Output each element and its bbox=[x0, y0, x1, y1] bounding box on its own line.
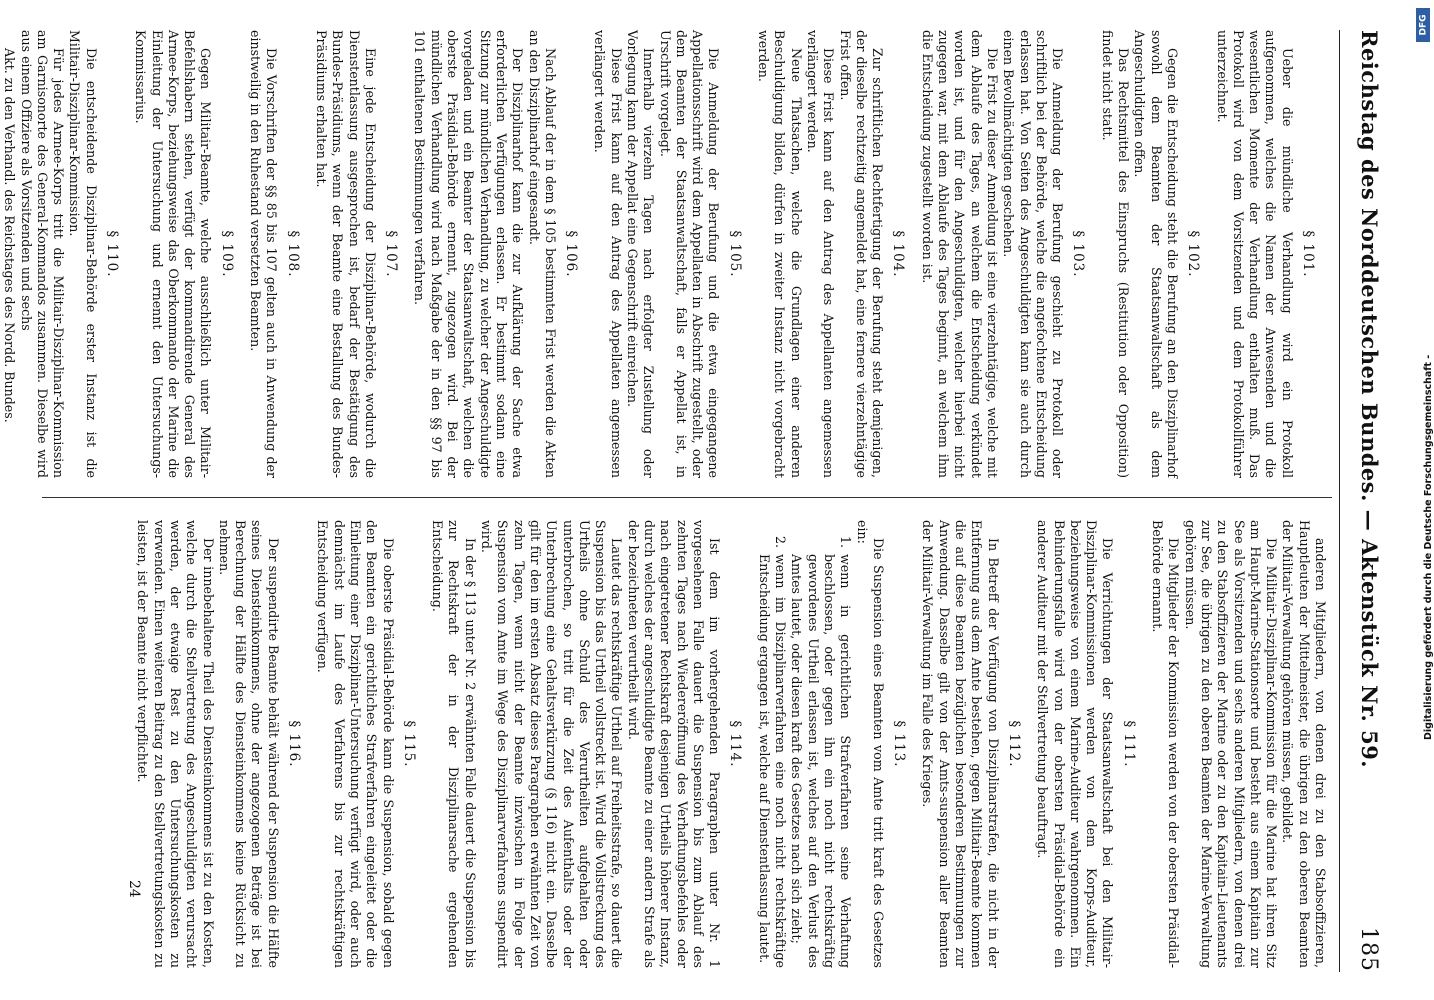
paragraph: Die Anmeldung der Berufung und die etwa eingegangene Appellationsschrift wird dem Appellaten in Abschrift zugestellt, oder dem Beamten der Staatsanwaltschaft, falls er Appellat ist, in Urschrift vorgelegt. bbox=[657, 30, 722, 478]
section bbox=[1149, 520, 1328, 968]
section bbox=[755, 30, 907, 478]
section-heading: § 103. bbox=[1070, 230, 1087, 278]
section-heading: § 115. bbox=[400, 720, 417, 768]
paragraph: Lautet das rechtskräftige Urtheil auf Freiheitsstrafe, so dauert die Suspension bis das Urtheil vollstreckt ist. Wird die Vollstreckung des Urtheils ohne Schuld des Verurtheilten aufgehalten oder unterbrochen, so tritt für die Zeit des Aufenthalts oder der Unterbrechung eine Gehaltsverkürzung (§ 116) nicht ein. Dasselbe gilt für den im ersten Absatz dieses Paragraphen erwähnten Zeit von zehn Tagen, wenn nicht der Beamte inzwischen in Folge der Suspension vom Amte im Wege des Disziplinarverfahrens suspendirt wird. bbox=[479, 520, 625, 968]
section-heading: § 116. bbox=[286, 720, 303, 768]
list-item-text: wenn in gerichtlichen Strafverfahren seine Verhaftung beschlossen, oder gegen ihn ein noch nicht rechtskräftig gewordenes Urtheil erlassen ist, welches auf den Verlust des Amtes lautet, oder diesen kraft des Gesetzes nach sich zieht; bbox=[789, 554, 854, 968]
column-divider bbox=[42, 497, 1332, 498]
list-item-number: 1. bbox=[838, 535, 854, 548]
section-heading: § 113. bbox=[891, 720, 908, 768]
dfg-logo-text: DFG bbox=[1418, 14, 1429, 36]
paragraph: Diese Frist kann auf den Antrag des Appellaten angemessen verlängert werden. bbox=[592, 30, 624, 478]
paragraph: Ueber die mündliche Verhandlung wird ein Protokoll aufgenommen, welches die Namen der Anwesenden und die wesentlichen Momente der Verhandlung enthalten muß. Das Protokoll wird von dem Vorsitzenden und dem Protokollführer unterzeichnet. bbox=[1214, 30, 1295, 478]
section bbox=[1213, 30, 1316, 478]
paragraph: Ist dem im vorhergehenden Paragraphen unter Nr. 1 vorgesehenen Falle dauert die Suspension bis zum Ablauf des zehnten Tages nach Wiedereröffnung des Verhaftungsbefehles oder nach eingetretener Rechtskraft desjenigen Urtheils höherer Instanz, durch welches der angeschuldigte Beamte zu einer andern Strafe als der bezeichneten verurtheilt wird. bbox=[625, 520, 723, 968]
section-heading: § 107. bbox=[383, 230, 400, 278]
section-heading: § 110. bbox=[104, 230, 120, 278]
paragraph: Die oberste Präsidial-Behörde kann die Suspension, sobald gegen den Beamten ein gerichtliches Strafverfahren eingeleitet oder die Einleitung einer Disziplinar-Untersuchung verfügt wird, oder auch demnächst im Laufe des Verfahrens bis zur rechtskräftigen Entscheidung verfügen. bbox=[315, 520, 396, 968]
paragraph: anderen Mitgliedern, von denen drei zu den Stabsoffizieren, Hauptleuten der Mittelmeister, die übrigen zu den oberen Beamten der Militair-Verwaltung gehören müssen, gebildet. bbox=[1280, 520, 1328, 968]
list-item bbox=[788, 520, 853, 968]
section-heading: § 108. bbox=[284, 230, 301, 278]
page-header bbox=[1342, 30, 1382, 972]
section bbox=[313, 30, 399, 478]
paragraph: Die Suspension eines Beamten vom Amte tritt kraft des Gesetzes ein: bbox=[854, 520, 886, 968]
paragraph: Innerhalb vierzehn Tagen nach erfolgter Zustellung oder Vorlegung kann der Appellat eine Gegenschrift einreichen. bbox=[625, 30, 657, 478]
dfg-logo bbox=[1416, 8, 1430, 42]
paragraph: Eine jede Entscheidung der Disziplinar-Behörde, wodurch die Dienstentlassung ausgesprochen ist, bedarf der Bestätigung des Bundes-Präsidiums, wenn der Beamte eine Bestallung des Bundes-Präsidiums erhalten hat. bbox=[313, 30, 378, 478]
digitization-notice: Digitalisierung gefördert durch die Deutsche Forschungsgemeinschaft - bbox=[1423, 354, 1434, 740]
paragraph: In Betreff der Verfügung von Disziplinarstrafen, die nicht in der Entfernung aus dem Amte bestehen, gegen Militair-Beamte kommen die auf diese Beamten bezüglichen besonderen Bestimmungen zur Anwendung. Dasselbe gilt von der Amts-suspension aller Beamten der Militair-Verwaltung im Falle des Krieges. bbox=[920, 520, 1001, 968]
section bbox=[918, 30, 1086, 478]
section bbox=[247, 30, 301, 478]
section bbox=[411, 30, 579, 478]
section-heading: § 109. bbox=[218, 230, 235, 278]
section bbox=[1098, 30, 1201, 478]
paragraph: Diese Frist kann auf den Antrag des Appellanten angemessen verlängert werden. bbox=[804, 30, 837, 478]
paragraph: Für jedes Armee-Korps tritt die Militair-Disziplinar-Kommission am Garnisonorte des General-Kommandos zusammen. Dieselbe wird aus einem Offiziere als Vorsitzenden und sechs bbox=[18, 30, 67, 478]
paragraph: Gegen Militair-Beamte, welche ausschließlich unter Militair-Befehlshabern stehen, verfügt der kommandirende General des Armee-Korps, beziehungsweise das Oberkommando der Marine die Einleitung der Untersuchung und ernennt den Untersuchungs-Kommissarius. bbox=[133, 30, 214, 478]
section bbox=[1, 30, 120, 478]
paragraph: Der Disziplinarhof kann die zur Aufklärung der Sache etwa erforderlichen Verfügungen erlassen. Er bestimmt sodann eine Sitzung zur mündlichen Verhandlung, zu welcher der Angeschuldigte vorgeladen und ein Beamter der Staatsanwaltschaft, welchen die oberste Präsidial-Behörde ernennt, zugezogen wird. Bei der mündlichen Verhandlung wird nach Maßgabe der in den §§ 97 bis 101 enthaltenen Bestimmungen verfahren. bbox=[412, 30, 526, 478]
header-rule bbox=[1339, 30, 1340, 972]
paragraph: Die Vorschriften der §§ 85 bis 107 gelten auch in Anwendung der einstweilig in den Ruhestand versetzten Beamten. bbox=[248, 30, 280, 478]
paragraph: Gegen die Entscheidung steht die Berufung an den Disziplinarhof sowohl dem Beamten der Staatsanwaltschaft als dem Angeschuldigten offen. bbox=[1132, 30, 1180, 478]
section bbox=[591, 30, 743, 478]
section bbox=[1034, 520, 1137, 968]
section-heading: § 114. bbox=[727, 720, 744, 768]
paragraph: In der § 113 unter Nr. 2 erwähnten Falle dauert die Suspension bis zur Rechtskraft der in der Disziplinarsache ergehenden Entscheidung. bbox=[430, 520, 478, 968]
paragraph: Der suspendirte Beamte behält während der Suspension die Hälfte seines Diensteinkommens, ohne der angezogenen Beträge ist bei Berechnung der Hälfte des Diensteinkommens keine Rücksicht zu nehmen. bbox=[216, 520, 281, 968]
list-item bbox=[756, 520, 789, 968]
left-column bbox=[0, 30, 1328, 478]
signature-mark: 24 bbox=[126, 880, 142, 898]
section-heading: § 112. bbox=[1005, 720, 1022, 768]
paragraph: Akt. zu den Verhandl. des Reichstages des Nordd. Bundes. bbox=[2, 48, 18, 423]
list-item-text: wenn im Disziplinarverfahren eine noch nicht rechtskräftige Entscheidung ergangen ist, welche auf Dienstentlassung lautet. bbox=[756, 554, 789, 968]
section bbox=[756, 520, 908, 968]
paragraph: Das Rechtsmittel des Einspruchs (Restitution oder Opposition) findet nicht statt. bbox=[1099, 30, 1132, 478]
section bbox=[314, 520, 417, 968]
right-column bbox=[128, 520, 1328, 968]
paragraph: Die Frist zu dieser Anmeldung ist eine vierzehntägige, welche mit dem Ablaufe des Tages, an welchem die Entscheidung verkündet worden ist, und für den Angeschuldigten, welcher hierbei nicht zugegen war, mit dem Ablaufe des Tages beginnt, an welchem ihm die Entscheidung zugestellt worden ist. bbox=[919, 30, 1000, 478]
section bbox=[134, 520, 302, 968]
running-title: Reichstag des Norddeutschen Bundes. — Aktenstück Nr. 59. bbox=[1357, 30, 1382, 769]
paragraph: Nach Ablauf der in dem § 105 bestimmten Frist werden die Akten an den Disziplinarhof eingesandt. bbox=[526, 30, 558, 478]
section-heading: § 102. bbox=[1185, 230, 1202, 278]
section-heading: § 101. bbox=[1300, 230, 1316, 278]
section-heading: § 106. bbox=[563, 230, 580, 278]
section bbox=[132, 30, 235, 478]
paragraph: Die entscheidende Disziplinar-Behörde erster Instanz ist die Militair-Disziplinar-Kommission. bbox=[67, 30, 99, 478]
paragraph: Zur schriftlichen Rechtfertigung der Berufung steht demjenigen, der dieselbe rechtzeitig angemeldet hat, eine fernere vierzehntägige Frist offen. bbox=[837, 30, 886, 478]
numbered-list bbox=[756, 520, 854, 968]
paragraph: Neue Thatsachen, welche die Grundlagen einer anderen Beschuldigung bilden, dürfen in zweiter Instanz nicht vorgebracht werden. bbox=[756, 30, 804, 478]
section-heading: § 111. bbox=[1120, 720, 1137, 768]
section-heading: § 104. bbox=[890, 230, 907, 278]
section bbox=[919, 520, 1022, 968]
paragraph: Die Verrichtungen der Staatsanwaltschaft bei den Militair-Disziplinar-Kommissionen werden von dem Korps-Auditeur, beziehungsweise von einem Marine-Auditeur wahrgenommen. Ein Behinderungsfalle wird von der obersten Präsidial-Behörde ein anderer Auditeur mit der Stellvertretung beauftragt. bbox=[1035, 520, 1116, 968]
page-number: 185 bbox=[1356, 927, 1381, 972]
section-heading: § 105. bbox=[726, 230, 743, 278]
list-item-number: 2. bbox=[773, 535, 789, 548]
paragraph: Die Anmeldung der Berufung geschieht zu Protokoll oder schriftlich bei der Behörde, welche die angefochtene Entscheidung erlassen hat. Von Seiten des Angeschuldigten kann sie auch durch einen Bevollmächtigten geschehen. bbox=[1001, 30, 1066, 478]
paragraph: Die Mitglieder der Kommission werden von der obersten Präsidial-Behörde ernannt. bbox=[1150, 520, 1182, 968]
paragraph: Der innebehaltene Theil des Diensteinkommens ist zu den Kosten, welche durch die Stellvertretung des Angeschuldigten verursacht werden, der etwaige Rest zu den Untersuchungskosten zu verwenden. Einen weiteren Beitrag zu den Stellvertretungskosten zu leisten, ist der Beamte nicht verpflichtet. bbox=[135, 520, 216, 968]
section bbox=[429, 520, 744, 968]
paragraph: Die Militair-Disziplinar-Kommission für die Marine hat ihren Sitz am Haupt-Marine-Stationsorte und besteht aus einem Kapitain zur See als Vorsitzenden und sechs anderen Mitgliedern, von denen drei zu den Stabsoffizieren der Marine oder zu den Kapitain-Lieutenants zur See, die übrigen zu den oberen Beamten der Marine-Verwaltung gehören müssen. bbox=[1182, 520, 1280, 968]
